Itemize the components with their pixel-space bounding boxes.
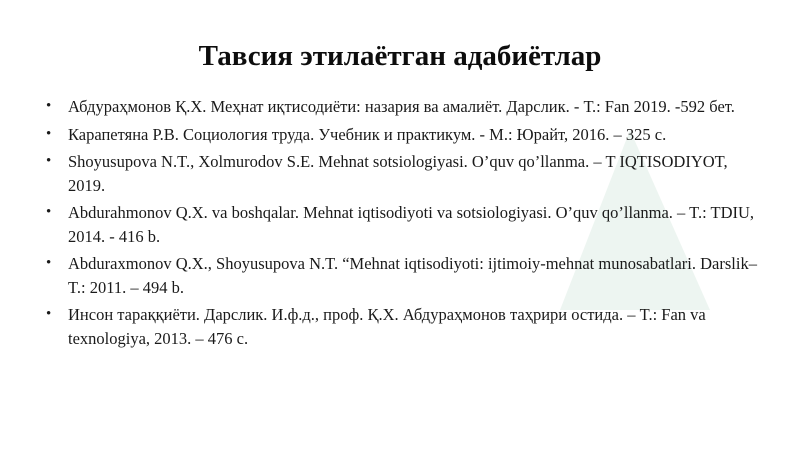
list-item bbox=[46, 150, 766, 197]
reference-text: Shoyusupova N.T., Xolmurodov S.E. Mehnat sotsiologiyasi. O’quv qo’llanma. – T IQTISODIYOT, 2019. bbox=[68, 152, 728, 195]
list-item bbox=[46, 303, 766, 350]
list-item bbox=[46, 95, 766, 119]
bullet-icon: • bbox=[46, 98, 52, 114]
reference-text: Инсон тараққиёти. Дарслик. И.ф.д., проф. Қ.Х. Абдураҳмонов таҳрири остида. – T.: Fan va texnologiya, 2013. – 476 с. bbox=[68, 305, 706, 348]
bullet-icon: • bbox=[46, 125, 52, 142]
reference-text: Карапетяна Р.В. Социология труда. Учебник и практикум. - М.: Юрайт, 2016. – 325 с. bbox=[68, 124, 667, 144]
slide-title: Тавсия этилаётган адабиётлар bbox=[198, 40, 602, 72]
reference-text: Abduraxmonov Q.X., Shoyusupova N.T. “Mehnat iqtisodiyoti: ijtimoiy-mehnat munosabatlari. Darslik– T.: 2011. – 494 b. bbox=[68, 254, 757, 297]
bullet-icon: • bbox=[46, 306, 52, 322]
bullet-icon: • bbox=[46, 153, 52, 169]
reference-text: Abdurahmonov Q.X. va boshqalar. Mehnat iqtisodiyoti va sotsiologiyasi. O’quv qo’llanma. – T.: TDIU, 2014. - 416 b. bbox=[68, 203, 755, 246]
reference-list bbox=[46, 95, 766, 354]
list-item bbox=[46, 252, 766, 299]
bullet-icon: • bbox=[46, 204, 52, 220]
list-item bbox=[46, 201, 766, 248]
bullet-icon: • bbox=[46, 255, 52, 271]
reference-text: Абдураҳмонов Қ.Х. Меҳнат иқтисодиёти: назария ва амалиёт. Дарслик. - Т.: Fan 2019. -592 бет. bbox=[68, 97, 735, 116]
list-item bbox=[46, 123, 766, 147]
